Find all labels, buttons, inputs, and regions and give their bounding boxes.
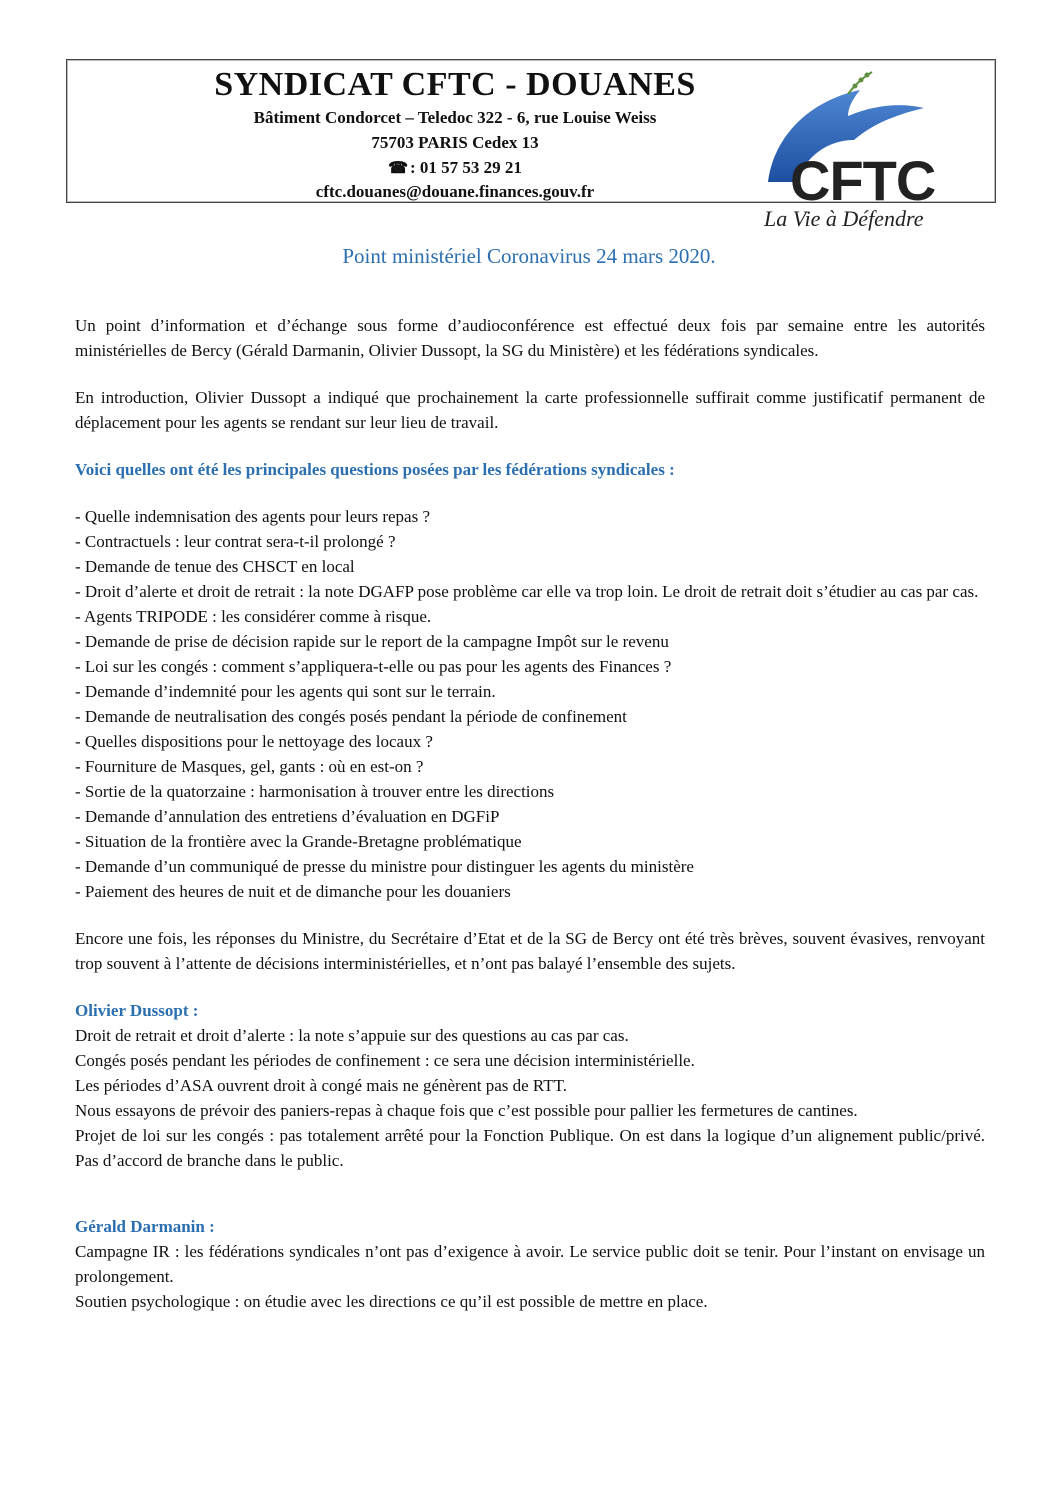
- cftc-logo: [748, 64, 958, 234]
- dussopt-line: Les périodes d’ASA ouvrent droit à congé mais ne génèrent pas de RTT.: [75, 1076, 567, 1095]
- list-item: - Demande d’annulation des entretiens d’évaluation en DGFiP: [75, 807, 500, 826]
- dussopt-heading: Olivier Dussopt :: [75, 1001, 199, 1020]
- dussopt-line: Droit de retrait et droit d’alerte : la note s’appuie sur des questions au cas par cas.: [75, 1026, 629, 1045]
- list-item: - Droit d’alerte et droit de retrait : la note DGAFP pose problème car elle va trop loin. Le droit de retrait doit s’étudier au cas par cas.: [75, 582, 979, 601]
- list-item: - Agents TRIPODE : les considérer comme à risque.: [75, 607, 432, 626]
- questions-heading: Voici quelles ont été les principales questions posées par les fédérations syndicales :: [75, 460, 675, 479]
- address-line-2: 75703 PARIS Cedex 13: [371, 133, 539, 152]
- dussopt-line: Nous essayons de prévoir des paniers-repas à chaque fois que c’est possible pour pallier les fermetures de cantines.: [75, 1101, 858, 1120]
- list-item: - Demande de neutralisation des congés posés pendant la période de confinement: [75, 707, 627, 726]
- list-item: - Demande d’un communiqué de presse du ministre pour distinguer les agents du ministère: [75, 857, 694, 876]
- list-item: - Demande de prise de décision rapide sur le report de la campagne Impôt sur le revenu: [75, 632, 669, 651]
- list-item: - Quelle indemnisation des agents pour leurs repas ?: [75, 507, 431, 526]
- darmanin-line: Soutien psychologique : on étudie avec les directions ce qu’il est possible de mettre en place.: [75, 1292, 708, 1311]
- address-line-1: Bâtiment Condorcet – Teledoc 322 - 6, rue Louise Weiss: [253, 108, 657, 127]
- list-item: - Loi sur les congés : comment s’appliquera-t-elle ou pas pour les agents des Finances ?: [75, 657, 672, 676]
- questions-list: [75, 504, 985, 904]
- phone-line: [98, 158, 812, 178]
- email-address: cftc.douanes@douane.finances.gouv.fr: [315, 182, 595, 201]
- intro-paragraph-2: En introduction, Olivier Dussopt a indiqué que prochainement la carte professionnelle suffirait comme justificatif permanent de déplacement pour les agents se rendant sur leur lieu de travail.: [75, 388, 985, 432]
- organization-name: SYNDICAT CFTC - DOUANES: [214, 66, 696, 103]
- document-body: [75, 313, 985, 1314]
- list-item: - Quelles dispositions pour le nettoyage des locaux ?: [75, 732, 433, 751]
- intro-paragraph-1: Un point d’information et d’échange sous forme d’audioconférence est effectué deux fois par semaine entre les autorités ministérielles de Bercy (Gérald Darmanin, Olivier Dussopt, la SG du Ministère) et les fédérations syndicales.: [75, 316, 985, 360]
- list-item: - Paiement des heures de nuit et de dimanche pour les douaniers: [75, 882, 511, 901]
- logo-text: CFTC: [790, 149, 936, 212]
- darmanin-heading: Gérald Darmanin :: [75, 1217, 215, 1236]
- list-item: - Demande de tenue des CHSCT en local: [75, 557, 355, 576]
- phone-number: : 01 57 53 29 21: [410, 158, 522, 177]
- list-item: - Sortie de la quatorzaine : harmonisation à trouver entre les directions: [75, 782, 555, 801]
- darmanin-line: Campagne IR : les fédérations syndicales n’ont pas d’exigence à avoir. Le service public doit se tenir. Pour l’instant on envisage un prolongement.: [75, 1242, 985, 1286]
- list-item: - Situation de la frontière avec la Grande-Bretagne problématique: [75, 832, 522, 851]
- phone-icon: ☎: [388, 160, 408, 177]
- dussopt-line: Congés posés pendant les périodes de confinement : ce sera une décision interministérielle.: [75, 1051, 695, 1070]
- responses-paragraph: Encore une fois, les réponses du Ministre, du Secrétaire d’Etat et de la SG de Bercy ont été très brèves, souvent évasives, renvoyant trop souvent à l’attente de décisions interministérielles, et n’ont pas balayé l’ensemble des sujets.: [75, 929, 985, 973]
- list-item: - Demande d’indemnité pour les agents qui sont sur le terrain.: [75, 682, 496, 701]
- dussopt-line: Projet de loi sur les congés : pas totalement arrêté pour la Fonction Publique. On est dans la logique d’un alignement public/privé. Pas d’accord de branche dans le public.: [75, 1126, 985, 1170]
- list-item: - Contractuels : leur contrat sera-t-il prolongé ?: [75, 532, 396, 551]
- logo-tagline: La Vie à Défendre: [764, 206, 924, 231]
- document-title: Point ministériel Coronavirus 24 mars 2020.: [342, 244, 716, 268]
- list-item: - Fourniture de Masques, gel, gants : où en est-on ?: [75, 757, 424, 776]
